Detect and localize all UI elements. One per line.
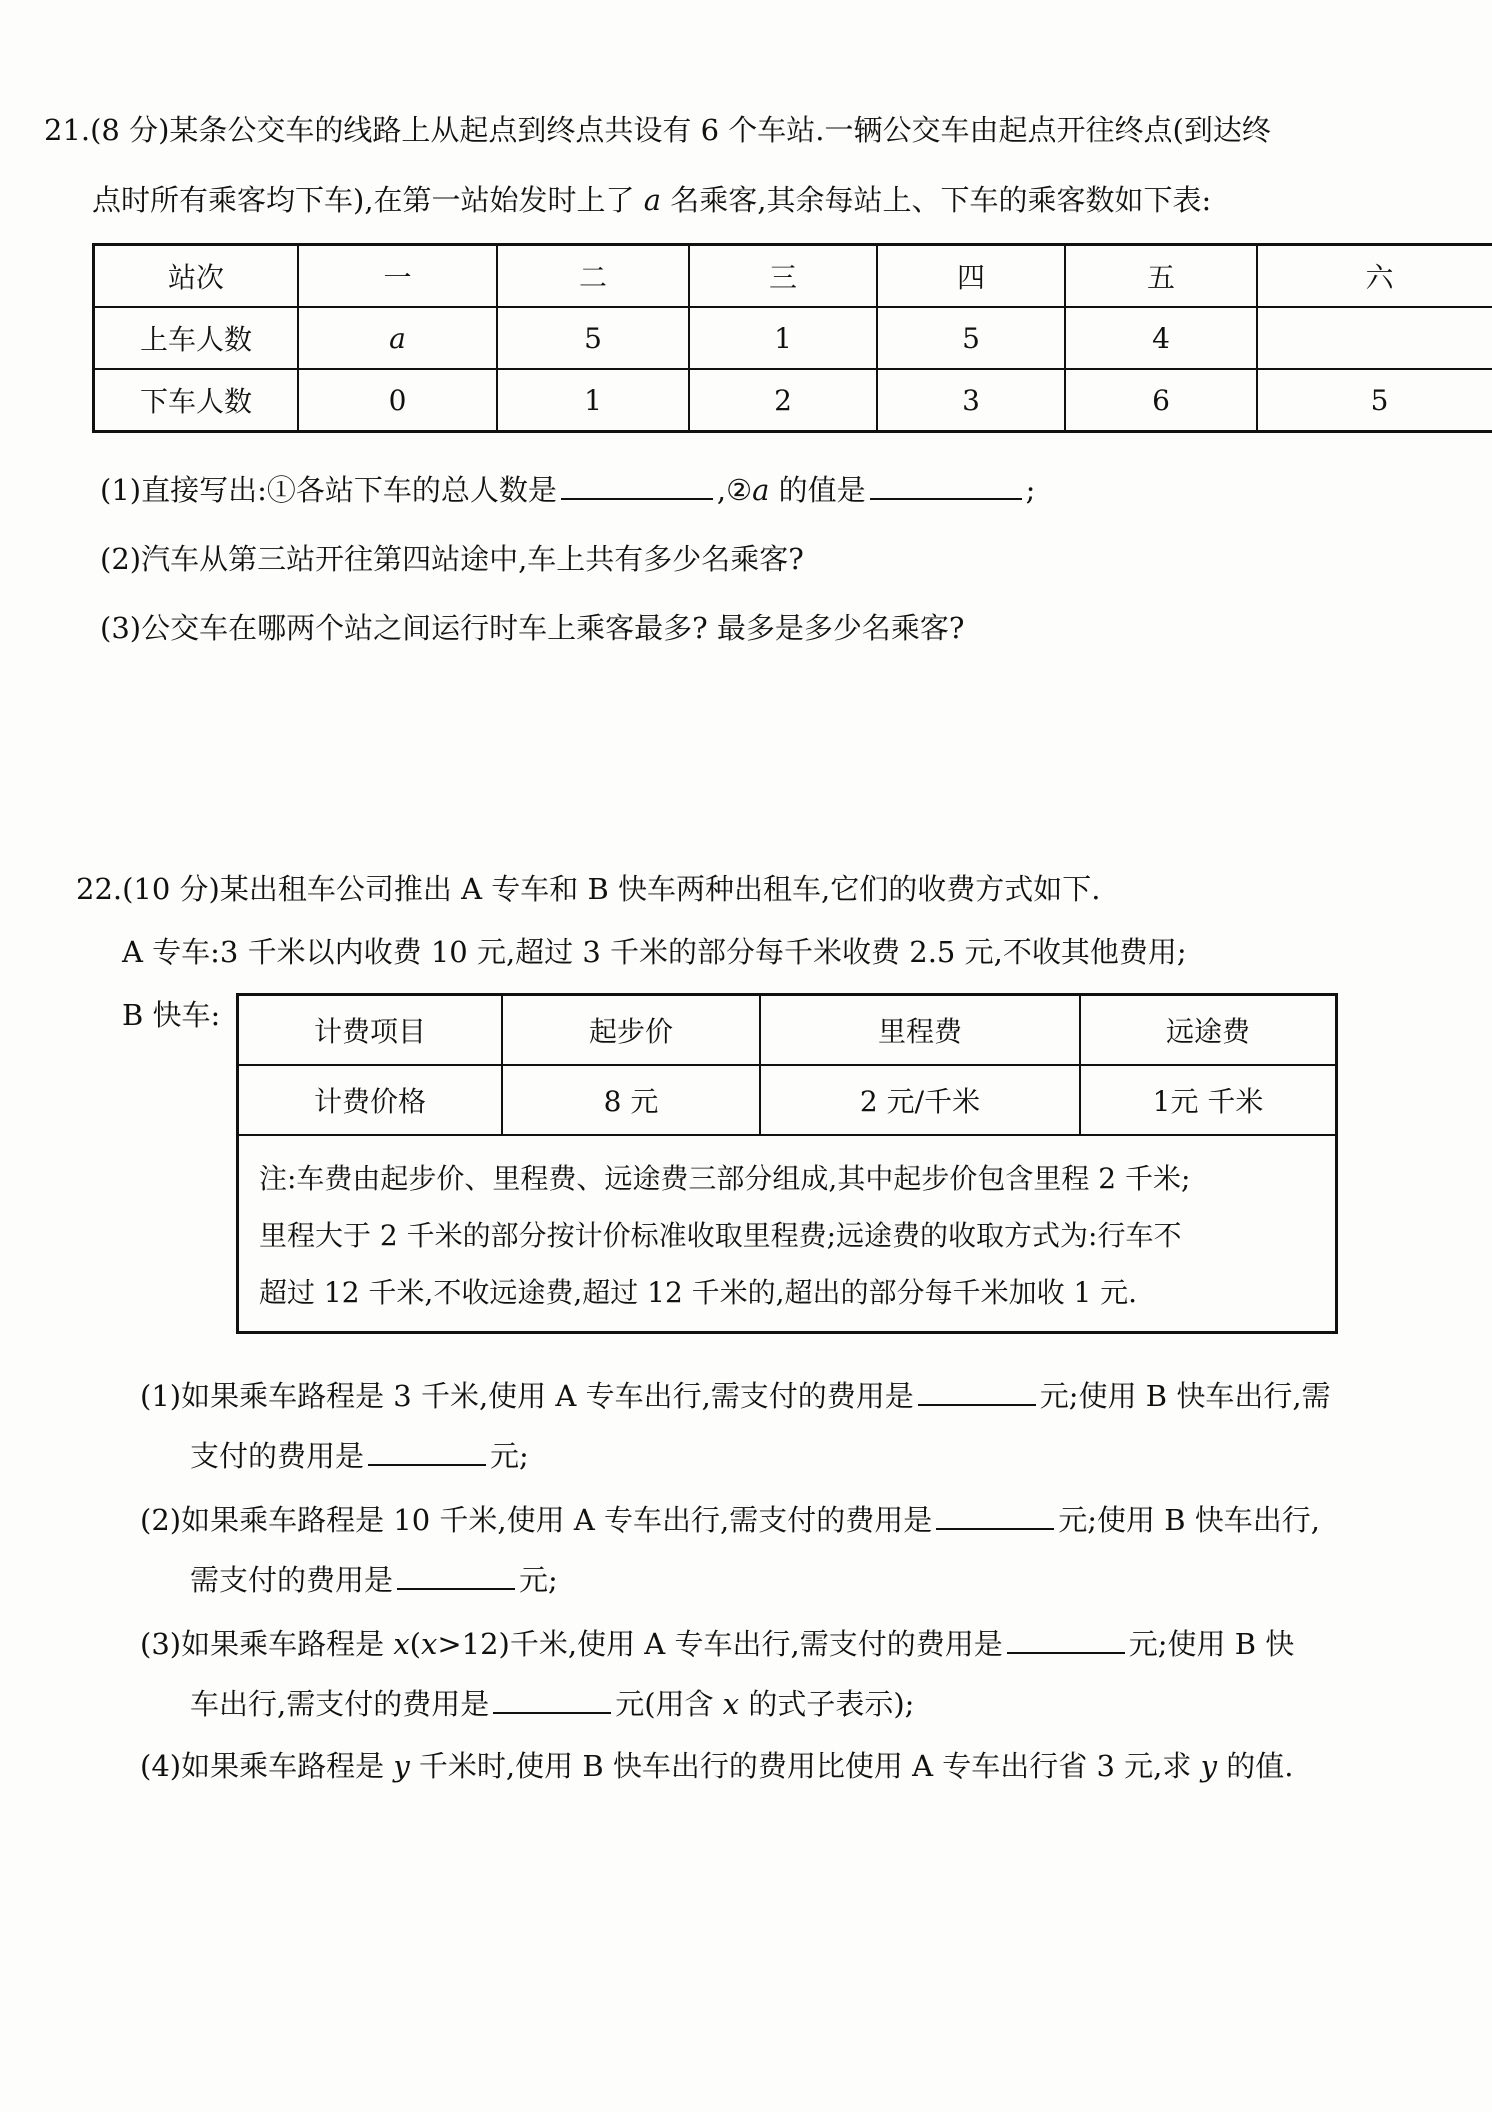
table-cell: 起步价 <box>502 995 760 1066</box>
q21-passenger-table <box>92 243 1492 433</box>
table-cell: 一 <box>298 245 497 308</box>
note-line: 注:车费由起步价、里程费、远途费三部分组成,其中起步价包含里程 2 千米; <box>259 1162 1191 1195</box>
q22-fare-table <box>236 993 1338 1334</box>
q22-sub3-c: >12)千米,使用 A 专车出行,需支付的费用是 <box>437 1627 1003 1661</box>
table-cell: 五 <box>1065 245 1257 308</box>
table-row <box>238 1065 1337 1135</box>
table-note-row <box>238 1135 1337 1333</box>
q22-sub3-d: 元;使用 B 快 <box>1128 1627 1295 1661</box>
q22-sub1-a: (1)如果乘车路程是 3 千米,使用 A 专车出行,需支付的费用是 <box>140 1379 914 1413</box>
q22-sub3-line1 <box>140 1622 1294 1663</box>
q21-part1-b: ,② <box>716 473 753 507</box>
table-cell: 下车人数 <box>94 369 299 432</box>
q22-var-y: y <box>1200 1749 1217 1783</box>
q21-part1-c: 的值是 <box>778 473 866 507</box>
q22-sub3-f: 元(用含 <box>615 1687 714 1721</box>
q22-sub1-c: 支付的费用是 <box>190 1439 365 1473</box>
table-cell: 4 <box>1065 307 1257 369</box>
table-cell: 2 <box>689 369 877 432</box>
table-cell: 1元 千米 <box>1080 1065 1337 1135</box>
q22-var-x: x <box>421 1627 438 1661</box>
q22-line2: A 专车:3 千米以内收费 10 元,超过 3 千米的部分每千米收费 2.5 元,不收其他费用; <box>122 935 1187 969</box>
table-cell: 计费项目 <box>238 995 503 1066</box>
q22-sub3-g: 的式子表示); <box>748 1687 915 1721</box>
q21-line2-part-b: 名乘客,其余每站上、下车的乘客数如下表: <box>670 183 1212 217</box>
table-cell: 5 <box>497 307 689 369</box>
q22-sub2-d: 元; <box>519 1563 558 1597</box>
q21-line1: 21.(8 分)某条公交车的线路上从起点到终点共设有 6 个车站.一辆公交车由起点开往终点(到达终 <box>44 113 1271 147</box>
table-cell: 5 <box>877 307 1065 369</box>
q22-sub2-c: 需支付的费用是 <box>190 1563 394 1597</box>
table-cell: 8 元 <box>502 1065 760 1135</box>
table-row <box>94 369 1492 432</box>
q21-part3: (3)公交车在哪两个站之间运行时车上乘客最多? 最多是多少名乘客? <box>100 611 965 645</box>
answer-blank[interactable] <box>561 472 713 500</box>
q22-sub4-b: 千米时,使用 B 快车出行的费用比使用 A 专车出行省 3 元,求 <box>418 1749 1192 1783</box>
q21-line2-part-a: 点时所有乘客均下车),在第一站始发时上了 <box>92 183 635 217</box>
table-cell: 六 <box>1257 245 1492 308</box>
table-cell: 计费价格 <box>238 1065 503 1135</box>
answer-blank[interactable] <box>493 1686 611 1714</box>
note-line: 里程大于 2 千米的部分按计价标准收取里程费;远途费的收取方式为:行车不 <box>259 1219 1182 1252</box>
q22-sub4-a: (4)如果乘车路程是 <box>140 1749 385 1783</box>
table-header-row <box>238 995 1337 1066</box>
q21-part1 <box>100 468 1035 509</box>
note-line: 超过 12 千米,不收远途费,超过 12 千米的,超出的部分每千米加收 1 元. <box>259 1276 1138 1309</box>
answer-blank[interactable] <box>936 1502 1054 1530</box>
q22-sub1-b: 元;使用 B 快车出行,需 <box>1039 1379 1331 1413</box>
q22-sub2-line1 <box>140 1498 1320 1539</box>
table-cell: 2 元/千米 <box>760 1065 1080 1135</box>
q22-var-x: x <box>722 1687 740 1721</box>
q22-sub4-c: 的值. <box>1226 1749 1294 1783</box>
q21-line2 <box>92 178 1211 219</box>
table-cell: 四 <box>877 245 1065 308</box>
table-note <box>238 1135 1337 1333</box>
table-row <box>94 307 1492 369</box>
table-cell: 6 <box>1065 369 1257 432</box>
q21-var-a: a <box>752 473 770 507</box>
table-cell: 1 <box>689 307 877 369</box>
table-cell: 5 <box>1257 369 1492 432</box>
q22-sub3-a: (3)如果乘车路程是 <box>140 1627 385 1661</box>
table-cell: 远途费 <box>1080 995 1337 1066</box>
table-cell: 1 <box>497 369 689 432</box>
q22-sub3-b: ( <box>409 1627 421 1661</box>
answer-blank[interactable] <box>368 1438 486 1466</box>
answer-blank[interactable] <box>1007 1626 1125 1654</box>
q22-var-y: y <box>393 1749 410 1783</box>
table-cell: 里程费 <box>760 995 1080 1066</box>
q22-sub2-b: 元;使用 B 快车出行, <box>1058 1503 1320 1537</box>
q22-b-label: B 快车: <box>122 998 221 1032</box>
table-cell: 上车人数 <box>94 307 299 369</box>
q22-sub2-a: (2)如果乘车路程是 10 千米,使用 A 专车出行,需支付的费用是 <box>140 1503 933 1537</box>
answer-blank[interactable] <box>870 472 1022 500</box>
q22-var-x: x <box>393 1627 410 1661</box>
table-cell: 二 <box>497 245 689 308</box>
q22-line1: 22.(10 分)某出租车公司推出 A 专车和 B 快车两种出租车,它们的收费方式如下. <box>76 872 1101 906</box>
table-cell: 站次 <box>94 245 299 308</box>
table-cell: 0 <box>298 369 497 432</box>
q21-part2: (2)汽车从第三站开往第四站途中,车上共有多少名乘客? <box>100 542 804 576</box>
table-header-row <box>94 245 1492 308</box>
q22-sub4 <box>140 1744 1293 1785</box>
answer-blank[interactable] <box>397 1562 515 1590</box>
answer-blank[interactable] <box>918 1378 1036 1406</box>
q21-var-a: a <box>643 183 662 217</box>
q22-sub1-line1 <box>140 1374 1331 1415</box>
q22-sub3-e: 车出行,需支付的费用是 <box>190 1687 490 1721</box>
q22-sub1-d: 元; <box>490 1439 529 1473</box>
table-cell <box>1257 307 1492 369</box>
q22-sub3-line2 <box>190 1682 914 1723</box>
table-cell: 3 <box>877 369 1065 432</box>
q21-part1-a: (1)直接写出:①各站下车的总人数是 <box>100 473 557 507</box>
table-cell: 三 <box>689 245 877 308</box>
table-cell: a <box>298 307 497 369</box>
q22-sub2-line2 <box>190 1558 558 1599</box>
q22-sub1-line2 <box>190 1434 529 1475</box>
q21-part1-d: ; <box>1025 473 1036 507</box>
